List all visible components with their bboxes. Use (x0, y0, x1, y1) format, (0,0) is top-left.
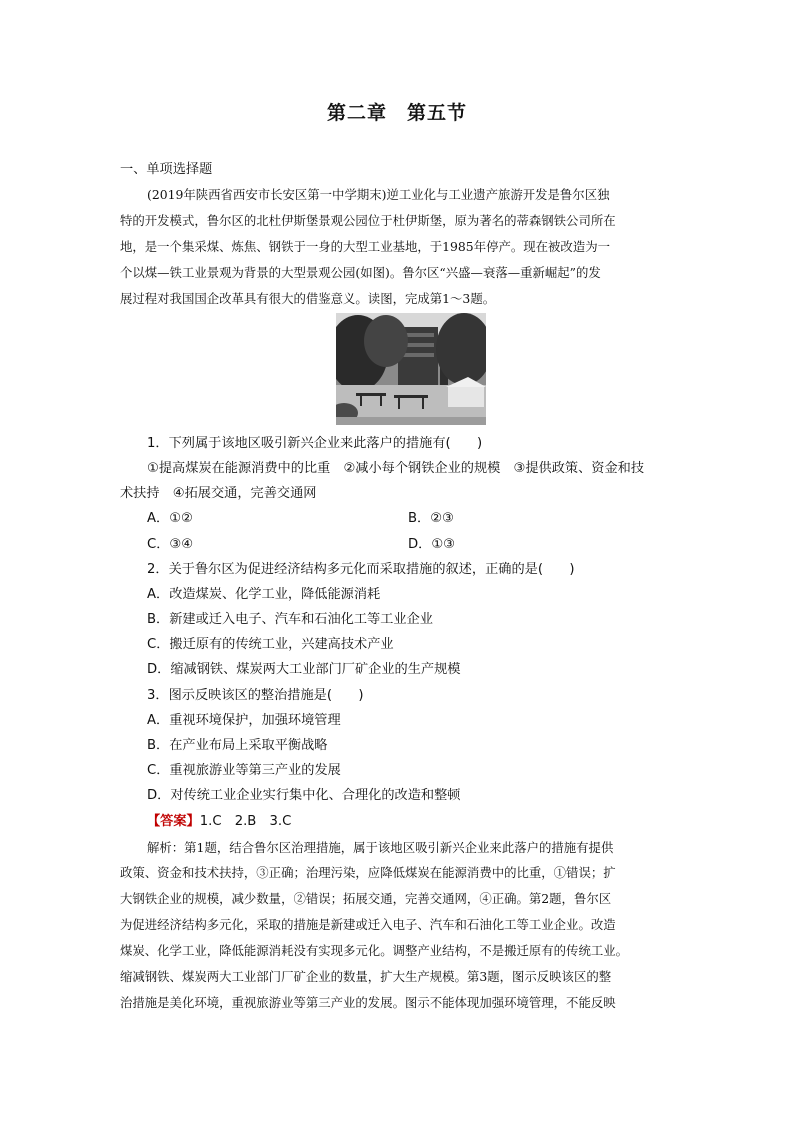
explanation-line: 煤炭、化学工业，降低能源消耗没有实现多元化。调整产业结构，不是搬迁原有的传统工业。 (120, 943, 629, 958)
explanation-line: 为促进经济结构多元化，采取的措施是新建或迁入电子、汽车和石油化工等工业企业。改造 (120, 917, 616, 932)
question-1-option-a: A．①② (147, 511, 193, 526)
question-3-option-d: D．对传统工业企业实行集中化、合理化的改造和整顿 (147, 788, 461, 803)
question-1-option-c: C．③④ (147, 537, 194, 552)
question-2-stem: 2．关于鲁尔区为促进经济结构多元化而采取措施的叙述，正确的是( ) (147, 562, 575, 577)
intro-line: 个以煤—铁工业景观为背景的大型景观公园(如图)。鲁尔区“兴盛—衰落—重新崛起”的发 (120, 265, 601, 280)
question-3-option-c: C．重视旅游业等第三产业的发展 (147, 763, 341, 778)
intro-line: 特的开发模式，鲁尔区的北杜伊斯堡景观公园位于杜伊斯堡，原为著名的蒂森钢铁公司所在 (120, 213, 616, 228)
question-2-option-c: C．搬迁原有的传统工业，兴建高技术产业 (147, 637, 394, 652)
answer-line (147, 812, 291, 832)
question-2-option-b: B．新建或迁入电子、汽车和石油化工等工业企业 (147, 612, 433, 627)
question-1-items: 术扶持 ④拓展交通，完善交通网 (120, 486, 317, 501)
explanation-line: 治措施是美化环境，重视旅游业等第三产业的发展。图示不能体现加强环境管理，不能反映 (120, 995, 616, 1010)
explanation-line: 解析：第1题，结合鲁尔区治理措施，属于该地区吸引新兴企业来此落户的措施有提供 (147, 840, 614, 855)
answer-tag: 【答案】 (147, 814, 200, 829)
question-1-option-d: D．①③ (408, 537, 455, 552)
question-3-stem: 3．图示反映该区的整治措施是( ) (147, 688, 364, 703)
question-1-option-b: B．②③ (408, 511, 454, 526)
page-title: 第二章 第五节 (326, 102, 467, 124)
question-2-option-d: D．缩减钢铁、煤炭两大工业部门厂矿企业的生产规模 (147, 662, 461, 677)
intro-line: (2019年陕西省西安市长安区第一中学期末)逆工业化与工业遗产旅游开发是鲁尔区独 (147, 187, 610, 202)
explanation-line: 政策、资金和技术扶持，③正确；治理污染，应降低煤炭在能源消费中的比重，①错误；扩 (120, 865, 616, 880)
landscape-park-photo (336, 313, 486, 425)
question-1-items: ①提高煤炭在能源消费中的比重 ②减小每个钢铁企业的规模 ③提供政策、资金和技 (147, 461, 645, 476)
section-heading: 一、单项选择题 (120, 162, 213, 177)
question-3-option-a: A．重视环境保护，加强环境管理 (147, 713, 341, 728)
explanation-line: 大钢铁企业的规模，减少数量，②错误；拓展交通，完善交通网，④正确。第2题，鲁尔区 (120, 891, 612, 906)
explanation-line: 缩减钢铁、煤炭两大工业部门厂矿企业的数量，扩大生产规模。第3题，图示反映该区的整 (120, 969, 612, 984)
intro-line: 展过程对我国国企改革具有很大的借鉴意义。读图，完成第1～3题。 (120, 291, 496, 306)
question-2-option-a: A．改造煤炭、化学工业，降低能源消耗 (147, 587, 381, 602)
answer-text: 1.C 2.B 3.C (199, 814, 292, 829)
question-3-option-b: B．在产业布局上采取平衡战略 (147, 738, 328, 753)
intro-line: 地，是一个集采煤、炼焦、钢铁于一身的大型工业基地，于1985年停产。现在被改造为一 (120, 239, 610, 254)
question-1-stem: 1．下列属于该地区吸引新兴企业来此落户的措施有( ) (147, 436, 483, 451)
